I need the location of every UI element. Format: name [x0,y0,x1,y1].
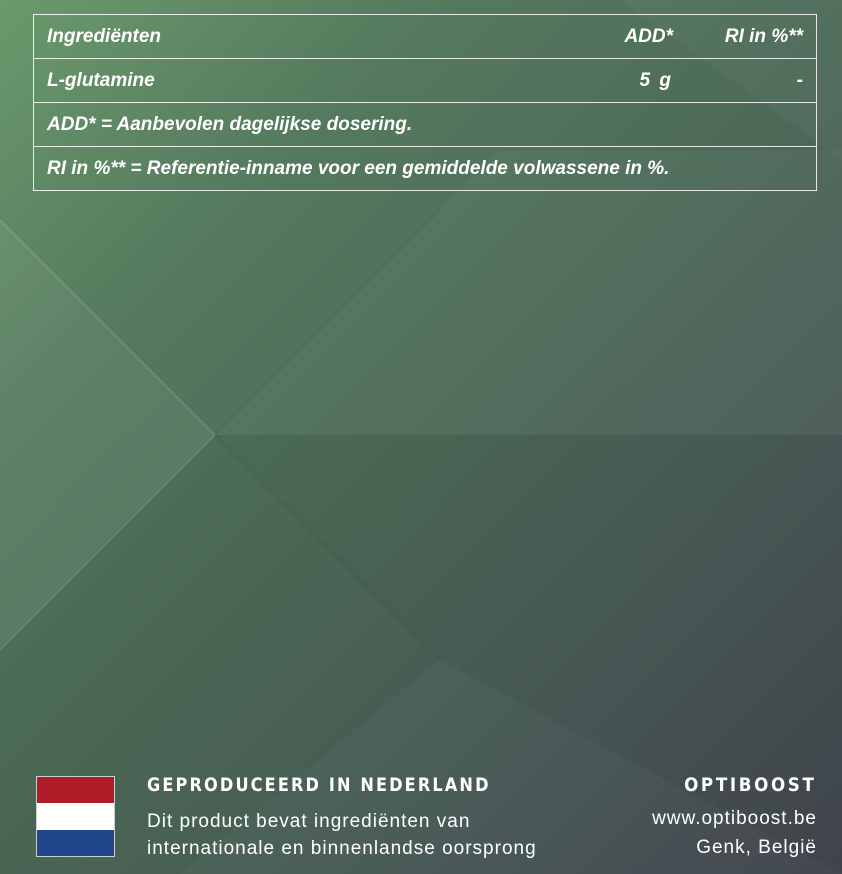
flag-stripe-white [37,803,114,829]
brand-name: OPTIBOOST [684,774,817,796]
note-add: ADD* = Aanbevolen dagelijkse dosering. [34,103,817,147]
netherlands-flag-icon [36,776,115,857]
flag-stripe-red [37,777,114,803]
header-ingredients: Ingrediënten [47,25,162,47]
flag-stripe-blue [37,830,114,856]
brand-location: Genk, België [696,837,817,858]
note-ri: RI in %** = Referentie-inname voor een gemiddelde volwassene in %. [34,147,817,191]
origin-line: Dit product bevat ingrediënten van [147,811,471,832]
table-header-row [34,15,817,59]
table-note-row [34,103,817,147]
ingredient-name: L-glutamine [34,59,541,103]
origin-title: GEPRODUCEERD IN NEDERLAND [147,774,491,796]
ingredient-ri: - [686,59,817,103]
brand-website: www.optiboost.be [652,808,817,829]
header-add: ADD* [624,25,673,47]
origin-line: internationale en binnenlandse oorsprong [147,838,537,859]
ingredients-table [33,14,817,191]
header-ri: RI in %** [724,25,803,47]
table-note-row [34,147,817,191]
origin-description [147,808,537,862]
ingredient-add: 5 g [540,59,686,103]
table-row [34,59,817,103]
